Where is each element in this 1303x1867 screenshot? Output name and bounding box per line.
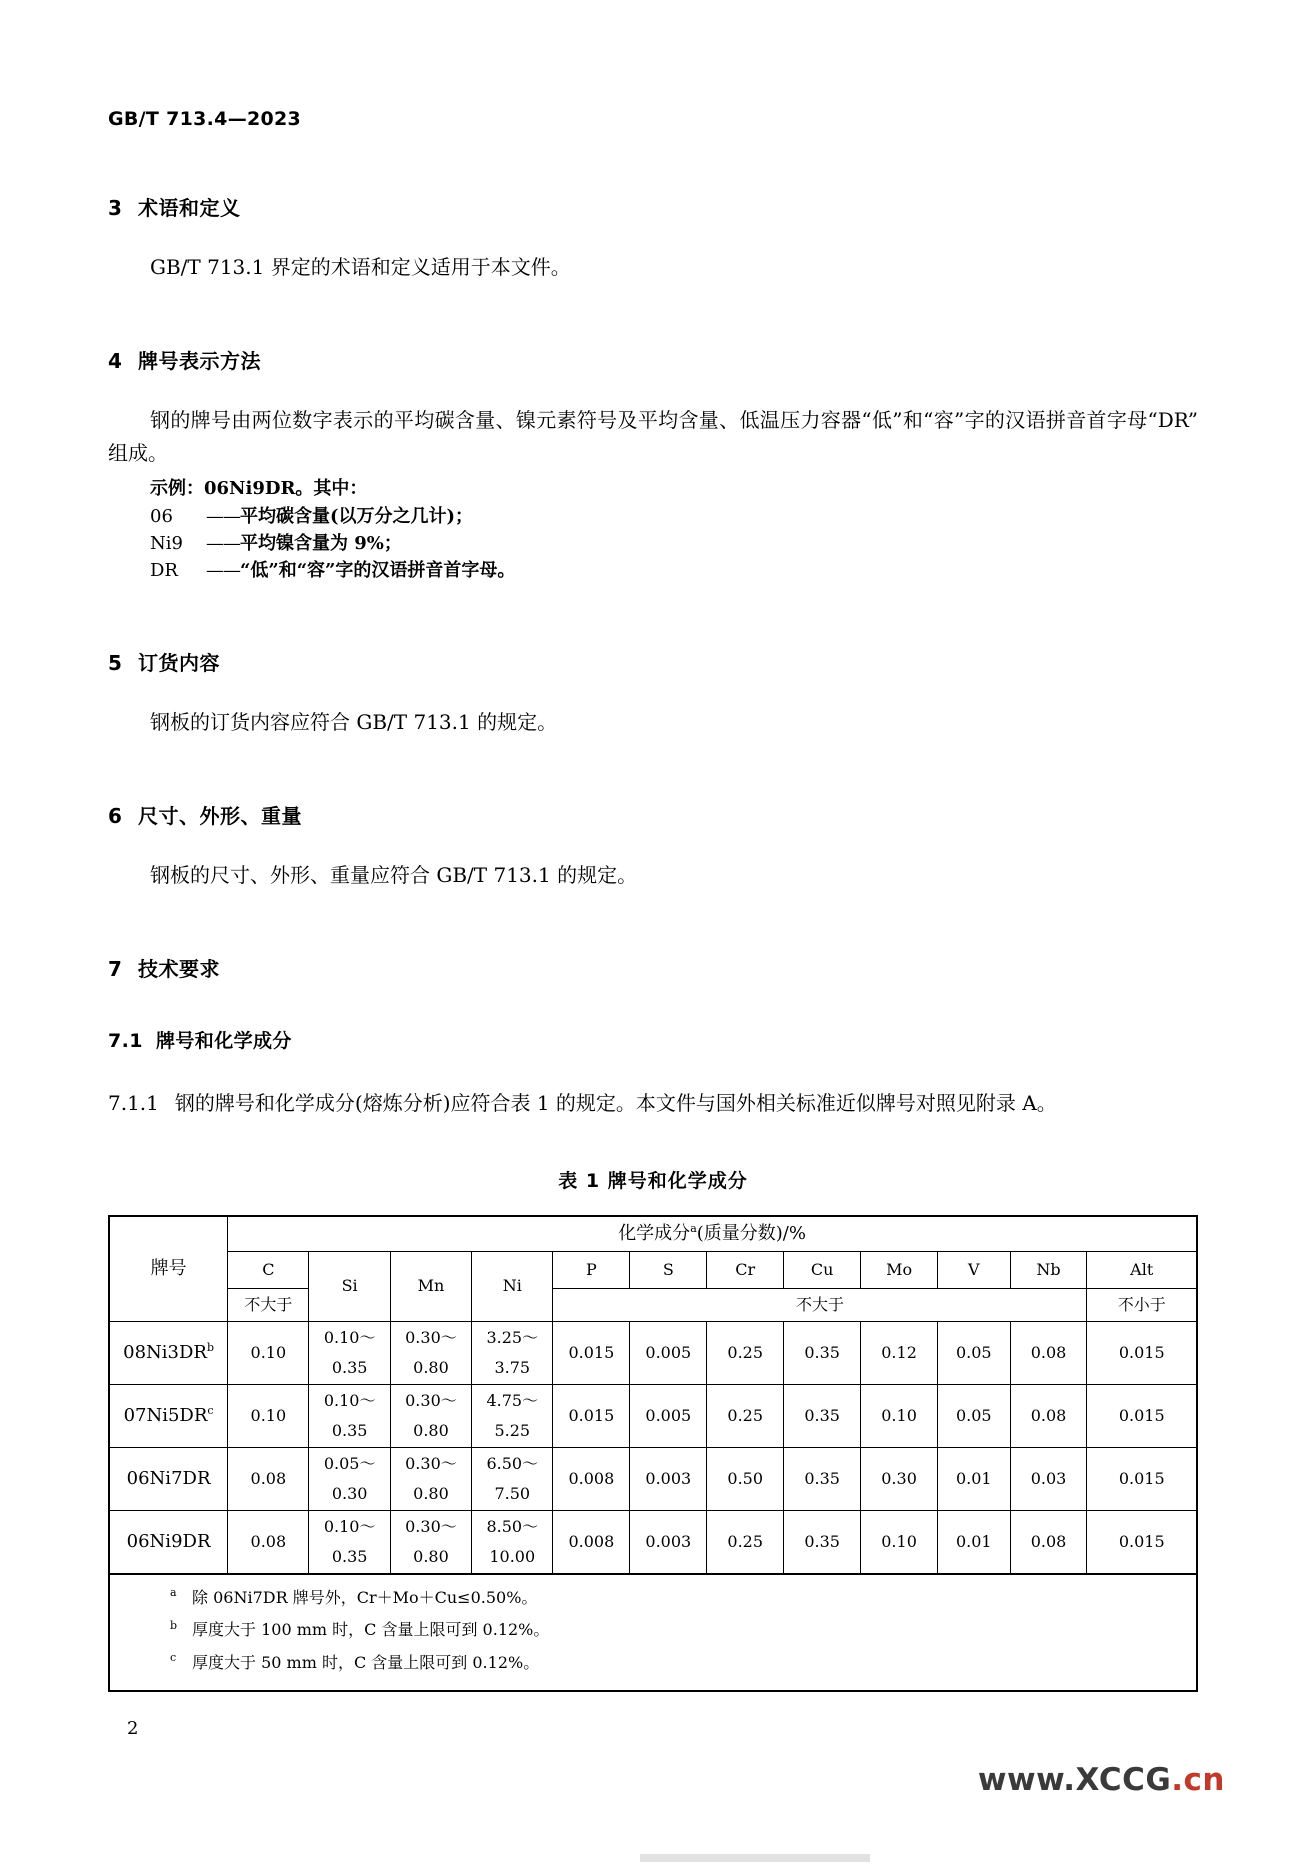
header-element-Alt: Alt	[1087, 1251, 1197, 1288]
header-element-Nb: Nb	[1010, 1251, 1087, 1288]
value-low: 0.05～	[323, 1454, 376, 1474]
value-low: 0.30～	[405, 1517, 457, 1537]
header-composition-group	[228, 1216, 1197, 1252]
heading-clause-4	[108, 345, 1198, 374]
cell-Cu: 0.35	[784, 1447, 861, 1510]
watermark	[978, 1762, 1225, 1798]
clause-5-paragraph: 钢板的订货内容应符合 GB/T 713.1 的规定。	[150, 709, 558, 734]
example-dash: ——	[206, 532, 240, 554]
value-low: 8.50～	[486, 1517, 539, 1537]
cell-S: 0.003	[630, 1447, 707, 1510]
clause-7-1-1-paragraph	[108, 1087, 1198, 1119]
heading-clause-6	[108, 800, 1198, 829]
table-header-group-row	[109, 1216, 1197, 1252]
cell-Cu: 0.35	[784, 1321, 861, 1384]
cell-V: 0.01	[938, 1510, 1011, 1573]
header-limit-carbon: 不大于	[228, 1288, 309, 1321]
cell-S: 0.005	[630, 1321, 707, 1384]
cell-Cr: 0.25	[707, 1384, 784, 1447]
cell-P: 0.015	[553, 1384, 630, 1447]
cell-S: 0.005	[630, 1384, 707, 1447]
cell-Ni	[472, 1510, 553, 1573]
header-brand: 牌号	[109, 1216, 228, 1322]
value-low: 6.50～	[486, 1454, 539, 1474]
clause-7-1-1-text: 钢的牌号和化学成分(熔炼分析)应符合表 1 的规定。本文件与国外相关标准近似牌号对照见附录 A。	[174, 1091, 1057, 1116]
cell-grade	[109, 1321, 228, 1384]
header-element-Cu: Cu	[784, 1251, 861, 1288]
value-low: 0.30～	[405, 1454, 457, 1474]
table-row	[109, 1384, 1197, 1447]
clause-3-title: 术语和定义	[138, 196, 241, 220]
cell-Mn	[390, 1510, 471, 1573]
table-1-chemical-composition	[108, 1215, 1198, 1574]
cell-Si	[309, 1510, 390, 1573]
cell-Alt: 0.015	[1087, 1510, 1197, 1573]
footnote-ref: b	[206, 1340, 215, 1354]
table-row	[109, 1510, 1197, 1573]
value-low: 3.25～	[486, 1328, 539, 1348]
value-high: 0.80	[413, 1420, 449, 1440]
cell-V: 0.05	[938, 1321, 1011, 1384]
footnote-ref: c	[207, 1403, 214, 1417]
value-low: 0.10～	[323, 1517, 376, 1537]
watermark-suffix: .cn	[1171, 1762, 1225, 1798]
page-content	[108, 0, 1198, 1692]
clause-7-1-title: 牌号和化学成分	[156, 1030, 292, 1053]
cell-grade	[109, 1510, 228, 1573]
example-block	[108, 475, 1198, 584]
table-1-footnotes	[108, 1574, 1198, 1692]
cell-grade	[109, 1384, 228, 1447]
page-number: 2	[127, 1718, 139, 1739]
clause-6-paragraph: 钢板的尺寸、外形、重量应符合 GB/T 713.1 的规定。	[150, 863, 638, 887]
cell-Alt: 0.015	[1087, 1321, 1197, 1384]
cell-Cr: 0.50	[707, 1447, 784, 1510]
cell-Alt: 0.015	[1087, 1447, 1197, 1510]
cell-Mo: 0.10	[861, 1384, 938, 1447]
value-low: 0.30～	[405, 1328, 457, 1348]
cell-Nb: 0.08	[1010, 1321, 1087, 1384]
table-footnote: c 厚度大于 50 mm 时，C 含量上限可到 0.12%。	[170, 1651, 540, 1672]
cell-Alt: 0.015	[1087, 1384, 1197, 1447]
footnote-text: 厚度大于 100 mm 时，C 含量上限可到 0.12%。	[192, 1620, 550, 1640]
cell-Si	[309, 1384, 390, 1447]
cell-Si	[309, 1447, 390, 1510]
cell-Si	[309, 1321, 390, 1384]
header-element-Mn: Mn	[390, 1251, 471, 1321]
header-composition-text: 化学成分	[618, 1222, 691, 1244]
cell-Cr: 0.25	[707, 1321, 784, 1384]
header-limit-maximum: 不大于	[553, 1288, 1087, 1321]
value-high: 0.30	[331, 1483, 368, 1503]
value-high: 0.35	[331, 1357, 368, 1377]
header-limit-minimum: 不小于	[1087, 1288, 1197, 1321]
table-header-limits-row	[109, 1288, 1197, 1321]
header-element-Ni: Ni	[472, 1251, 553, 1321]
example-term: DR	[150, 560, 178, 582]
value-high: 0.35	[331, 1420, 368, 1440]
cell-C: 0.08	[228, 1510, 309, 1573]
value-high: 7.50	[494, 1483, 531, 1503]
footnote-text: 除 06Ni7DR 牌号外，Cr＋Mo＋Cu≤0.50%。	[192, 1587, 538, 1607]
cell-Mo: 0.30	[861, 1447, 938, 1510]
clause-4-paragraph: 钢的牌号由两位数字表示的平均碳含量、镍元素符号及平均含量、低温压力容器“低”和“容”字的汉语拼音首字母“DR”组成。	[108, 408, 1198, 465]
header-element-S: S	[630, 1251, 707, 1288]
grade-name: 06Ni9DR	[126, 1530, 211, 1552]
value-high: 5.25	[494, 1420, 531, 1440]
value-high: 0.80	[413, 1546, 449, 1566]
clause-6-number: 6	[108, 804, 123, 828]
cell-Ni	[472, 1384, 553, 1447]
clause-6-title: 尺寸、外形、重量	[138, 804, 302, 828]
table-footnote: b 厚度大于 100 mm 时，C 含量上限可到 0.12%。	[170, 1618, 550, 1640]
table-1-caption: 表 1 牌号和化学成分	[558, 1169, 748, 1192]
grade-name: 07Ni5DR	[123, 1404, 208, 1426]
cell-Nb: 0.08	[1010, 1384, 1087, 1447]
cell-Ni	[472, 1447, 553, 1510]
example-dash: ——	[206, 505, 240, 527]
clause-5-number: 5	[108, 650, 123, 675]
header-element-C: C	[228, 1251, 309, 1288]
example-lead: 示例：06Ni9DR。其中：	[150, 478, 368, 500]
cell-P: 0.015	[553, 1321, 630, 1384]
cell-C: 0.10	[228, 1384, 309, 1447]
cell-S: 0.003	[630, 1510, 707, 1573]
value-low: 0.10～	[323, 1391, 376, 1411]
cell-grade	[109, 1447, 228, 1510]
cell-Mn	[390, 1321, 471, 1384]
heading-clause-5	[108, 647, 1198, 676]
header-element-P: P	[553, 1251, 630, 1288]
cell-Ni	[472, 1321, 553, 1384]
clause-3-number: 3	[108, 196, 123, 220]
heading-clause-7	[108, 953, 1198, 982]
value-low: 0.10～	[323, 1328, 376, 1348]
clause-7-title: 技术要求	[138, 957, 220, 982]
table-row	[109, 1321, 1197, 1384]
example-row	[150, 503, 1198, 530]
clause-7-number: 7	[108, 957, 123, 982]
cell-Mo: 0.12	[861, 1321, 938, 1384]
value-high: 0.80	[413, 1357, 449, 1377]
cell-Nb: 0.08	[1010, 1510, 1087, 1573]
grade-name: 08Ni3DR	[123, 1341, 207, 1363]
cell-P: 0.008	[553, 1510, 630, 1573]
cell-P: 0.008	[553, 1447, 630, 1510]
cell-V: 0.05	[938, 1384, 1011, 1447]
example-row	[150, 557, 1198, 584]
cell-Mo: 0.10	[861, 1510, 938, 1573]
value-low: 4.75～	[486, 1391, 539, 1411]
cell-Cu: 0.35	[784, 1510, 861, 1573]
cell-Nb: 0.03	[1010, 1447, 1087, 1510]
value-high: 3.75	[494, 1357, 531, 1377]
cell-V: 0.01	[938, 1447, 1011, 1510]
example-term: Ni9	[150, 532, 183, 554]
example-definition: 平均碳含量(以万分之几计)；	[240, 505, 474, 527]
header-element-V: V	[938, 1251, 1011, 1288]
clause-3-paragraph: GB/T 713.1 界定的术语和定义适用于本文件。	[150, 255, 571, 279]
cell-Cu: 0.35	[784, 1384, 861, 1447]
clause-4-title: 牌号表示方法	[138, 349, 261, 374]
cell-Cr: 0.25	[707, 1510, 784, 1573]
running-head: GB/T 713.4—2023	[108, 108, 302, 130]
heading-clause-7-1	[108, 1026, 1198, 1053]
header-element-Mo: Mo	[861, 1251, 938, 1288]
scan-artifact	[640, 1854, 870, 1862]
value-low: 0.30～	[405, 1391, 457, 1411]
grade-name: 06Ni7DR	[126, 1467, 211, 1489]
example-dash: ——	[206, 560, 240, 582]
example-definition: “低”和“容”字的汉语拼音首字母。	[240, 560, 516, 582]
table-row	[109, 1447, 1197, 1510]
header-element-Si: Si	[309, 1251, 390, 1321]
clause-4-number: 4	[108, 349, 123, 374]
value-high: 10.00	[489, 1546, 536, 1566]
value-high: 0.80	[413, 1483, 449, 1503]
clause-7-1-number: 7.1	[108, 1030, 143, 1053]
clause-5-title: 订货内容	[138, 650, 220, 675]
header-composition-unit: (质量分数)/%	[696, 1222, 806, 1244]
example-row	[150, 530, 1198, 557]
table-header-elements-row	[109, 1251, 1197, 1288]
cell-C: 0.10	[228, 1321, 309, 1384]
table-1-wrapper	[108, 1215, 1198, 1692]
cell-C: 0.08	[228, 1447, 309, 1510]
value-high: 0.35	[331, 1546, 368, 1566]
cell-Mn	[390, 1384, 471, 1447]
footnote-text: 厚度大于 50 mm 时，C 含量上限可到 0.12%。	[192, 1652, 540, 1672]
example-term: 06	[150, 505, 173, 527]
table-footnote: a 除 06Ni7DR 牌号外，Cr＋Mo＋Cu≤0.50%。	[170, 1586, 538, 1607]
heading-clause-3	[108, 192, 1198, 221]
header-element-Cr: Cr	[707, 1251, 784, 1288]
cell-Mn	[390, 1447, 471, 1510]
clause-7-1-1-number: 7.1.1	[108, 1091, 159, 1116]
footnote-ref-a: a	[690, 1221, 697, 1235]
example-definition: 平均镍含量为 9%；	[240, 532, 402, 554]
watermark-main: www.XCCG	[977, 1762, 1172, 1798]
